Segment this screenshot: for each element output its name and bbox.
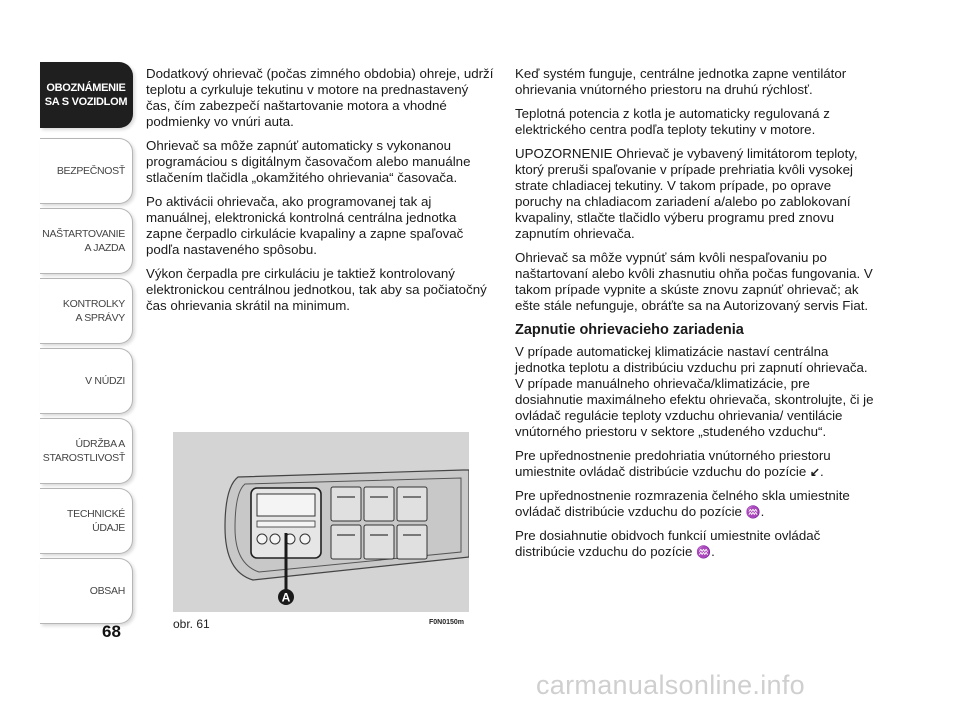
page-number: 68 [102, 622, 121, 641]
figure-heater-panel [173, 432, 469, 612]
paragraph-defrost [515, 488, 880, 520]
tab-kontrolky[interactable] [40, 278, 133, 344]
paragraph-text: Pre dosiahnutie obidvoch funkcií umiestnite ovládač distribúcie vzduchu do pozície [515, 528, 821, 559]
paragraph-text: Pre upřednostnenie predohriatia vnútorného priestoru umiestnite ovládač distribúcie vzduchu do pozície [515, 448, 831, 479]
tab-label: NAŠTARTOVANIE [42, 228, 125, 240]
tab-label: STAROSTLIVOSŤ [42, 452, 125, 464]
paragraph: Keď systém funguje, centrálne jednotka zapne ventilátor ohrievania vnútorného priestoru na druhú rýchlosť. [515, 66, 847, 97]
period: . [760, 504, 765, 519]
paragraph-both [515, 528, 880, 560]
tab-oboznamenie[interactable] [40, 62, 133, 128]
section-heading: Zapnutie ohrievacieho zariadenia [515, 322, 744, 338]
tab-obsah[interactable] [40, 558, 133, 624]
paragraph: Výkon čerpadla pre cirkuláciu je taktiež kontrolovaný elektronickou centrálnou jednotkou, tak aby sa počiatočný čas ohrievania skrátil na minimum. [146, 266, 487, 313]
tab-label: A JAZDA [84, 242, 125, 254]
paragraph-preheat [515, 448, 880, 480]
air-feet-icon: ↙ [809, 465, 820, 479]
heater-button-icon [257, 534, 267, 544]
tab-label: OBSAH [89, 585, 125, 597]
air-feet-defrost-icon: ♒ [696, 545, 712, 559]
tab-label: ÚDAJE [92, 522, 125, 534]
tab-label: TECHNICKÉ [67, 508, 125, 520]
period: . [819, 464, 824, 479]
figure-caption: obr. 61 [173, 617, 210, 631]
paragraph: Po aktivácii ohrievača, ako programovanej tak aj manuálnej, elektronická kontrolná centrálna jednotka zapne čerpadlo cirkulácie kvapaliny a zapne spaľovač podľa nastaveného spôsobu. [146, 194, 464, 257]
tab-label: SA S VOZIDLOM [44, 96, 128, 108]
tab-technicke-udaje[interactable] [40, 488, 133, 554]
tab-label: KONTROLKY [62, 298, 125, 310]
tab-bezpecnost[interactable] [40, 138, 133, 204]
paragraph-text: Pre upřednostnenie rozmrazenia čelného skla umiestnite ovládač distribúcie vzduchu do pozície [515, 488, 850, 519]
tab-nastartovanie[interactable] [40, 208, 133, 274]
paragraph: Ohrievač sa môže zapnúť automaticky s vykonanou programáciou s digitálnym časovačom alebo manuálne stlačením tlačidla „okamžitého ohrievania“ časovača. [146, 138, 471, 185]
callout-label: A [281, 590, 291, 605]
left-column [146, 66, 496, 322]
tab-label: OBOZNÁMENIE [46, 82, 126, 94]
watermark: carmanualsonline.info [536, 670, 805, 700]
heater-panel-illustration [173, 432, 469, 612]
paragraph: Dodatkový ohrievač (počas zimného obdobia) ohreje, udrží teplotu a cyrkuluje tekutinu v motore na prednastavený čas, čím zabezpečí naštartovanie motora a vhodné podmienky vo vnúri auta. [146, 66, 494, 129]
paragraph: V prípade automatickej klimatizácie nastaví centrálna jednotka teplotu a distribúciu vzduchu pri zapnutí ohrievača. V prípade manuálneho ohrievača/klimatizácie, pre dosiahnutie maximálneho efektu ohrievača, skontrolujte, či je ovládač regulácie teploty vzduchu ohrievania/ ventilácie vnútorného priestoru v sektore „studeného vzduchu“. [515, 344, 874, 439]
tab-label: BEZPEČNOSŤ [56, 165, 125, 177]
figure-code: F0N0150m [429, 619, 465, 626]
paragraph: Teplotná potencia z kotla je automaticky regulovaná z elektrického centra podľa teploty tekutiny v motore. [515, 106, 830, 137]
paragraph: Ohrievač sa môže vypnúť sám kvôli nespaľovaniu po naštartovaní alebo kvôli zhasnutiu ohňa počas fungovania. V takom prípade vypnite a skúste znovu zapnúť ohrievač; ak ešte stále nefunguje, obráťte sa na Autorizovaný servis Fiat. [515, 250, 873, 313]
tab-label: ÚDRŽBA A [75, 438, 125, 450]
tab-label: V NÚDZI [85, 375, 125, 387]
tab-v-nudzi[interactable] [40, 348, 133, 414]
windshield-defrost-icon: ♒ [745, 505, 761, 519]
tab-udrzba[interactable] [40, 418, 133, 484]
right-column [515, 66, 880, 568]
tab-label: A SPRÁVY [75, 312, 125, 324]
period: . [711, 544, 715, 559]
warning-paragraph: UPOZORNENIE Ohrievač je vybavený limitátorom teploty, ktorý preruši spaľovanie v prípade prehriatia kvôli vysokej strate chladiacej tekutiny. V takom prípade, po oprave poruchy na chladiacom zariadení a/alebo po zablokovaní kvapaliny, stlačte tlačidlo výberu programu pred znovu zapnutím ohrievača. [515, 146, 858, 241]
